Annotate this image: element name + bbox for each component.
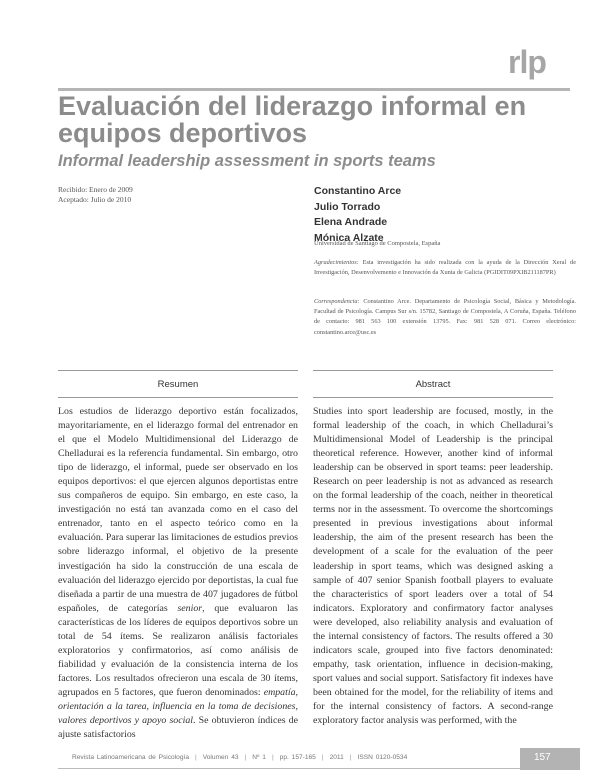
footer-volume: Volumen 43 (202, 754, 239, 761)
page-number: 157 (534, 752, 551, 763)
footer-separator: | (349, 754, 352, 761)
correspondence-label: Correspondencia: (314, 298, 360, 305)
footer-separator: | (321, 754, 324, 761)
abstract-heading: Abstract (415, 379, 451, 390)
acknowledgement-note (314, 258, 576, 278)
journal-logo: rlp (508, 44, 546, 80)
footer-journal: Revista Latinoamericana de Psicología (72, 754, 189, 761)
article-title: Evaluación del liderazgo informal en equipos deportivos (58, 91, 527, 148)
footer-separator: | (244, 754, 247, 761)
footer-number: Nº 1 (252, 754, 266, 761)
resumen-text: Los estudios de liderazgo deportivo están focalizados, mayoritariamente, en el liderazgo formal del entrenador en el que el Modelo Multidimensional del Liderazgo de Chelladurai es la referencia fundamental. Sin embargo, otro tipo de liderazgo, el informal, puede ser observado en los equipos deportivos: el que ejercen algunos deportistas entre sus compañeros de equipo. Sin embargo, en este caso, la investigación no está tan avanzada como en el caso del entrenador, tanto en el aspecto teórico como en la evaluación. Para superar las limitaciones de estudios previos sobre liderazgo informal, el objetivo de la presente investigación ha sido la construcción de una escala de evaluación del liderazgo ejercido por deportistas, la cual fue diseñada a partir de una muestra de 407 jugadores de fútbol españoles, de categorías (58, 406, 298, 614)
abstract-rule-bottom (313, 397, 553, 398)
resumen-heading: Resumen (157, 379, 199, 390)
author: Mónica Alzate (314, 231, 384, 244)
footer-separator: | (271, 754, 274, 761)
footer-year: 2011 (329, 754, 344, 761)
author: Julio Torrado (314, 200, 381, 213)
affiliation: Universidad de Santiago de Compostela, España (314, 240, 441, 247)
author: Constantino Arce (314, 185, 402, 197)
resumen-rule-bottom (58, 397, 298, 398)
accepted-date: Aceptado: Julio de 2010 (58, 195, 132, 204)
resumen-text: . Se obtuvieron índices de ajuste satisfactorios (58, 715, 299, 741)
submission-dates (58, 185, 133, 205)
author-list (314, 184, 401, 246)
acknowledgement-text: Esta investigación ha sido realizada con la ayuda de la Dirección Xeral de Investigación, Desenvolvemento e Innovación da Xunta de Galicia (PGIDIT09PXIB211187PR) (314, 259, 576, 277)
received-date: Recibido: Enero de 2009 (58, 185, 133, 194)
footer-issn: ISSN 0120-0534 (357, 754, 408, 761)
page-footer (72, 754, 407, 761)
footer-separator: | (195, 754, 197, 761)
abstract-body: Studies into sport leadership are focused, mostly, in the formal leadership of the coach, in which Chelladurai’s Multidimensional Model of Leadership is the principal theoretical reference. However, another kind of informal leadership can be observed in sport teams: peer leadership. Research on peer leadership is not as advanced as research on the formal leadership of the coach, neither in theoretical terms nor in the assessment. To overcome the shortcomings presented in previous investigations about informal leadership, the aim of the present research has been the development of a scale for the evaluation of the peer leadership in sport teams, which was designed asking a sample of 407 senior Spanish football players to evaluate the characteristics of sport leaders over a total of 54 indicators. Exploratory and confirmatory factor analyses were developed, also reliability analysis and evaluation of the internal consistency of factors. The results offered a 30 indicators scale, grouped into five factors denominated: empathy, task orientation, influence in decision-making, sport values and social support. Satisfactory fit indexes have been obtained for the model, for the reliability of items and for the internal consistency of factors. A second-range exploratory factor analysis was performed, with the (313, 406, 553, 727)
resumen-factor-names: empatía, orientación a la tarea, influencia en la toma de decisiones, valores deportivos y apoyo social (58, 686, 298, 727)
resumen-body (58, 405, 298, 742)
correspondence-text: Constantino Arce. Departamento de Psicología Social, Básica y Metodología. Facultad de Psicología. Campus Sur s/n. 15782, Santiago de Compostela, A Coruña, España. Teléfono de contacto: 981 563 100 extensión 13795. Fax: 981 528 071. Correo electrónico: constantino.arce@usc.es (314, 298, 576, 336)
acknowledgement-label: Agradecimientos: (314, 259, 359, 266)
author: Elena Andrade (314, 216, 388, 228)
footer-rule (58, 768, 520, 769)
footer-pages: pp. 157-165 (279, 754, 316, 761)
abstract-rule-top (313, 370, 553, 371)
article-subtitle: Informal leadership assessment in sports teams (58, 152, 436, 170)
resumen-italic-term: senior (177, 602, 203, 614)
correspondence-note (314, 297, 576, 338)
resumen-rule-top (58, 370, 298, 371)
resumen-text: , que evaluaron las características de los líderes de equipos deportivos sobre un total de 54 ítems. Se realizaron análisis factoriales exploratorios y confirmatorios, así como análisis de fiabilidad y evaluación de la consistencia interna de los factores. Los resultados ofrecieron una escala de 30 ítems, agrupados en 5 factores, que fueron denominados: (58, 602, 298, 698)
